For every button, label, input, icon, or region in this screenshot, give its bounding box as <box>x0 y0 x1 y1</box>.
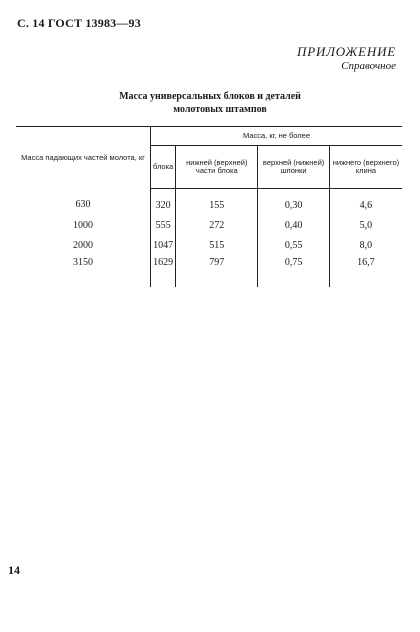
cell-block: 555 <box>151 215 176 235</box>
cell-falling-mass: 2000 <box>16 235 151 255</box>
table-title-line2: молотовых штампов <box>173 104 267 115</box>
table-title-line1: Масса универсальных блоков и деталей <box>119 91 301 102</box>
cell-upper-key: 0,30 <box>258 189 329 216</box>
page-number: 14 <box>8 563 20 577</box>
appendix-title: ПРИЛОЖЕНИЕ <box>297 44 396 59</box>
page-header: С. 14 ГОСТ 13983—93 <box>17 16 141 30</box>
cell-lower-part: 797 <box>176 255 258 287</box>
table-row <box>16 189 402 216</box>
cell-upper-key: 0,40 <box>258 215 329 235</box>
header-upper-key: верхней (нижней) шпонки <box>258 146 329 189</box>
appendix-block <box>297 44 396 72</box>
cell-upper-key: 0,75 <box>258 255 329 287</box>
table-row <box>16 215 402 235</box>
cell-falling-mass: 630 <box>16 189 151 216</box>
cell-falling-mass: 3150 <box>16 255 151 287</box>
cell-upper-key: 0,55 <box>258 235 329 255</box>
cell-falling-mass: 1000 <box>16 215 151 235</box>
table-body <box>16 189 402 288</box>
header-lower-wedge: нижнего (верхнего) клина <box>329 146 402 189</box>
mass-table <box>16 126 402 287</box>
cell-block: 1629 <box>151 255 176 287</box>
cell-block: 320 <box>151 189 176 216</box>
cell-block: 1047 <box>151 235 176 255</box>
header-falling-parts-mass: Масса падающих частей молота, кг <box>16 127 151 189</box>
header-mass-group: Масса, кг, не более <box>151 127 403 146</box>
header-lower-part: нижней (верхней) части блока <box>176 146 258 189</box>
cell-lower-wedge: 8,0 <box>359 239 373 251</box>
table-title <box>100 90 320 116</box>
cell-lower-wedge: 5,0 <box>359 219 373 231</box>
cell-lower-part: 515 <box>176 235 258 255</box>
table-row <box>16 235 402 255</box>
cell-lower-part: 155 <box>176 189 258 216</box>
appendix-subtitle: Справочное <box>341 60 396 72</box>
header-block: блока <box>151 146 176 189</box>
cell-lower-wedge: 4,6 <box>359 199 373 211</box>
cell-lower-wedge: 16,7 <box>357 257 375 268</box>
cell-lower-part: 272 <box>176 215 258 235</box>
table-row <box>16 255 402 287</box>
